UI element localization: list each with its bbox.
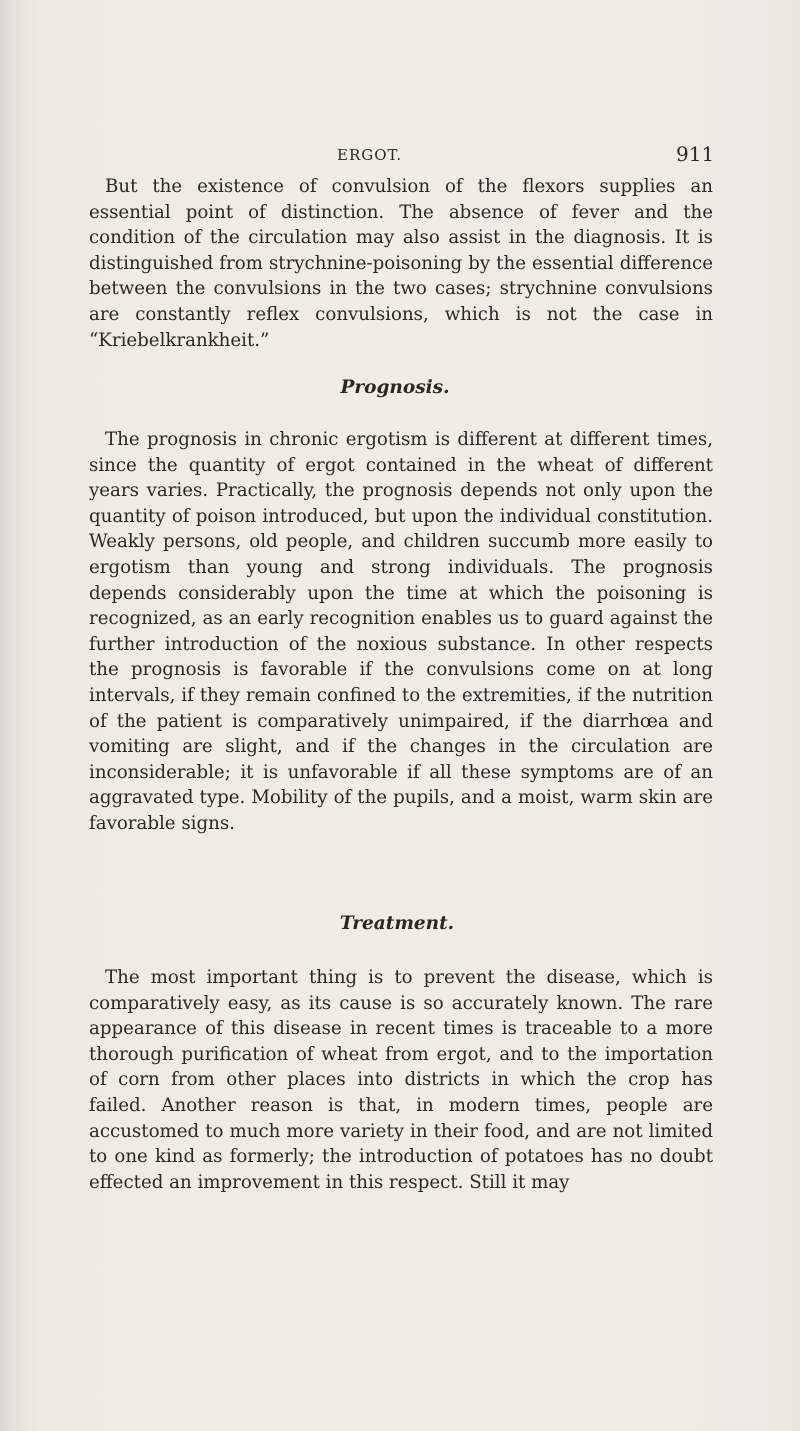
paragraph-diagnosis: But the existence of convulsion of the flexors supplies an essential point of distinction. The absence of fever and the condition of the circulation may also assist in the diagnosis. It is distinguished from strychnine-poisoning by the essential difference between the convulsions in the two cases; strychnine convulsions are constantly reflex convulsions, which is not the case in “Kriebelkrankheit.” xyxy=(89,176,713,351)
section-heading-prognosis: Prognosis. xyxy=(340,377,450,398)
paragraph-prognosis: The prognosis in chronic ergotism is different at different times, since the quantity of ergot contained in the wheat of different years varies. Practically, the prognosis depends not only upon the quantity of poison introduced, but upon the individual constitution. Weakly persons, old people, and children succumb more easily to ergotism than young and strong individuals. The prognosis depends considerably upon the time at which the poisoning is recognized, as an early recognition enables us to guard against the further introduction of the noxious substance. In other respects the prognosis is favorable if the convulsions come on at long intervals, if they remain confined to the extremities, if the nutrition of the patient is comparatively unimpaired, if the diarrhœa and vomiting are slight, and if the changes in the circulation are inconsiderable; it is unfavorable if all these symptoms are of an aggravated type. Mobility of the pupils, and a moist, warm skin are favorable signs. xyxy=(89,429,713,834)
paragraph-treatment: The most important thing is to prevent the disease, which is comparatively easy, as its cause is so accurately known. The rare appearance of this disease in recent times is traceable to a more thorough purification of wheat from ergot, and to the importation of corn from other places into districts in which the crop has failed. Another reason is that, in modern times, people are accustomed to much more variety in their food, and are not limited to one kind as formerly; the introduction of potatoes has no doubt effected an improvement in this respect. Still it may xyxy=(89,967,713,1193)
section-heading-treatment: Treatment. xyxy=(339,913,455,934)
running-head xyxy=(0,142,800,172)
page-number: 911 xyxy=(676,142,715,166)
running-head-title: ERGOT. xyxy=(337,146,403,164)
